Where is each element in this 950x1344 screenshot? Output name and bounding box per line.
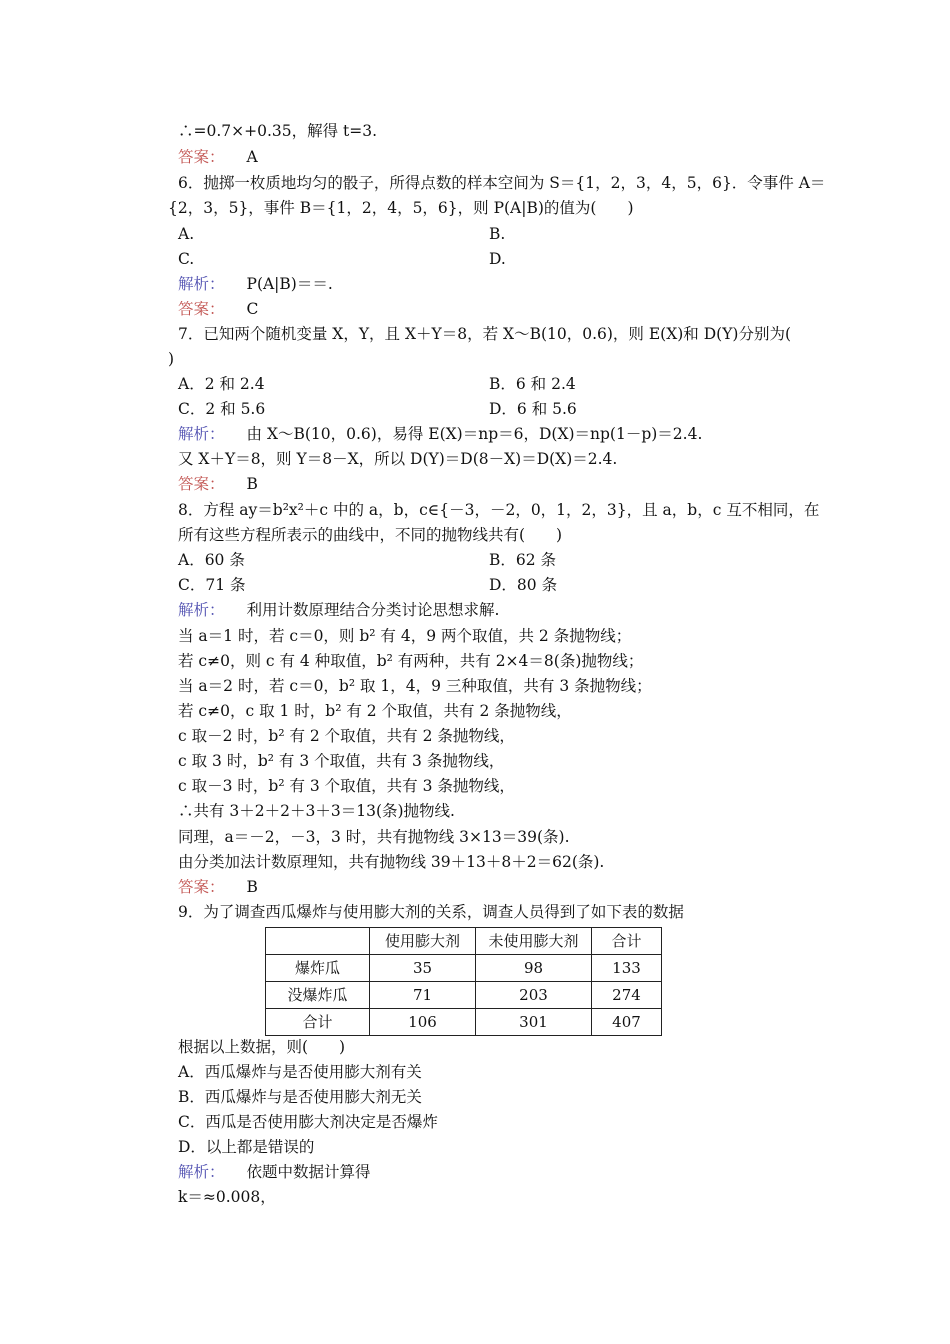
- q6-stem-1: 6．抛掷一枚质地均匀的骰子，所得点数的样本空间为 S＝{1，2，3，4，5，6}．令事件 A＝: [178, 174, 826, 192]
- q6-option-a: A.: [178, 225, 195, 243]
- q9-option-c: C．西瓜是否使用膨大剂决定是否爆炸: [178, 1113, 438, 1131]
- table-cell: 未使用膨大剂: [476, 928, 592, 955]
- q8-option-d: D．80 条: [489, 576, 558, 594]
- answer-label: 答案：: [178, 148, 225, 166]
- q8-analysis-line: 当 a＝2 时，若 c＝0，b² 取 1，4，9 三种取值，共有 3 条抛物线；: [178, 677, 652, 695]
- q7-stem-1: 7．已知两个随机变量 X，Y，且 X＋Y＝8，若 X～B(10，0.6)，则 E(X)和 D(Y)分别为(: [178, 325, 792, 343]
- table-cell: 407: [592, 1009, 662, 1036]
- table-cell: 301: [476, 1009, 592, 1036]
- table-cell: 使用膨大剂: [370, 928, 476, 955]
- q6-option-c: C.: [178, 250, 195, 268]
- q7-option-c: C．2 和 5.6: [178, 400, 266, 418]
- q7-stem-2: ): [168, 350, 175, 368]
- table-cell: 35: [370, 955, 476, 982]
- q8-stem-2: 所有这些方程所表示的曲线中，不同的抛物线共有( ): [178, 526, 563, 544]
- q7-answer: [178, 477, 258, 493]
- q8-stem-1: 8．方程 ay＝b²x²＋c 中的 a，b，c∈{－3，－2，0，1，2，3}，且 a，b，c 互不相同，在: [178, 501, 820, 519]
- q7-option-b: B．6 和 2.4: [489, 375, 576, 393]
- analysis-text: 利用计数原理结合分类讨论思想求解.: [246, 601, 500, 619]
- answer-label: 答案：: [178, 878, 225, 896]
- analysis-text: P(A|B)＝＝.: [246, 275, 333, 293]
- q9-option-d: D．以上都是错误的: [178, 1138, 315, 1156]
- table-row: [266, 1009, 662, 1036]
- q9-analysis: [178, 1165, 371, 1181]
- q6-analysis: [178, 277, 333, 293]
- answer-value: B: [246, 878, 258, 896]
- table-header-row: [266, 928, 662, 955]
- q7-option-d: D．6 和 5.6: [489, 400, 577, 418]
- analysis-text: 依题中数据计算得: [246, 1163, 371, 1181]
- q6-option-d: D.: [489, 250, 506, 268]
- q8-analysis-line: 若 c≠0，c 取 1 时，b² 有 2 个取值，共有 2 条抛物线，: [178, 702, 572, 720]
- q8-analysis-line: c 取－2 时，b² 有 2 个取值，共有 2 条抛物线，: [178, 727, 515, 745]
- table-cell: 爆炸瓜: [266, 955, 370, 982]
- answer-label: 答案：: [178, 475, 225, 493]
- table-cell: 合计: [266, 1009, 370, 1036]
- analysis-label: 解析：: [178, 275, 225, 293]
- q9-formula: k＝≈0.008，: [178, 1188, 276, 1206]
- q5-answer: [178, 150, 258, 166]
- analysis-label: 解析：: [178, 601, 225, 619]
- q8-analysis-line: c 取 3 时，b² 有 3 个取值，共有 3 条抛物线，: [178, 752, 505, 770]
- q6-answer: [178, 302, 258, 318]
- q8-option-b: B．62 条: [489, 551, 557, 569]
- table-cell: 203: [476, 982, 592, 1009]
- table-cell: [266, 928, 370, 955]
- q8-analysis: [178, 603, 499, 619]
- q8-answer: [178, 880, 258, 896]
- q7-analysis-line-2: 又 X＋Y＝8，则 Y＝8－X，所以 D(Y)＝D(8－X)＝D(X)＝2.4.: [178, 450, 618, 468]
- q8-analysis-line: 由分类加法计数原理知，共有抛物线 39＋13＋8＋2＝62(条).: [178, 853, 605, 871]
- q8-analysis-line: c 取－3 时，b² 有 3 个取值，共有 3 条抛物线，: [178, 777, 515, 795]
- q7-analysis: [178, 427, 702, 443]
- table-row: [266, 982, 662, 1009]
- table-cell: 98: [476, 955, 592, 982]
- q9-option-a: A．西瓜爆炸与是否使用膨大剂有关: [178, 1063, 422, 1081]
- answer-value: A: [246, 148, 258, 166]
- q8-analysis-line: 同理，a＝－2，－3，3 时，共有抛物线 3×13＝39(条).: [178, 828, 570, 846]
- q9-question: 根据以上数据，则( ): [178, 1038, 346, 1056]
- table-cell: 71: [370, 982, 476, 1009]
- q6-option-b: B.: [489, 225, 506, 243]
- q8-analysis-line: 当 a＝1 时，若 c＝0，则 b² 有 4，9 两个取值，共 2 条抛物线；: [178, 627, 632, 645]
- q7-option-a: A．2 和 2.4: [178, 375, 265, 393]
- q8-analysis-line: ∴共有 3＋2＋2＋3＋3＝13(条)抛物线.: [178, 802, 455, 820]
- table-cell: 133: [592, 955, 662, 982]
- table-cell: 合计: [592, 928, 662, 955]
- q9-option-b: B．西瓜爆炸与是否使用膨大剂无关: [178, 1088, 422, 1106]
- q8-option-a: A．60 条: [178, 551, 245, 569]
- table-cell: 274: [592, 982, 662, 1009]
- q8-analysis-line: 若 c≠0，则 c 有 4 种取值，b² 有两种，共有 2×4＝8(条)抛物线；: [178, 652, 644, 670]
- answer-label: 答案：: [178, 300, 225, 318]
- answer-value: C: [246, 300, 259, 318]
- table-row: [266, 955, 662, 982]
- table-cell: 没爆炸瓜: [266, 982, 370, 1009]
- q8-option-c: C．71 条: [178, 576, 246, 594]
- analysis-label: 解析：: [178, 425, 225, 443]
- data-table: [265, 927, 662, 1036]
- q9-stem: 9．为了调查西瓜爆炸与使用膨大剂的关系，调查人员得到了如下表的数据: [178, 903, 684, 921]
- analysis-text: 由 X～B(10，0.6)，易得 E(X)＝np＝6，D(X)＝np(1－p)＝2.4.: [246, 425, 703, 443]
- q6-stem-2: {2，3，5}，事件 B＝{1，2，4，5，6}，则 P(A|B)的值为( ): [168, 199, 634, 217]
- analysis-label: 解析：: [178, 1163, 225, 1181]
- q5-solution-line: ∴=0.7×+0.35，解得 t=3.: [178, 122, 378, 140]
- table-cell: 106: [370, 1009, 476, 1036]
- answer-value: B: [246, 475, 258, 493]
